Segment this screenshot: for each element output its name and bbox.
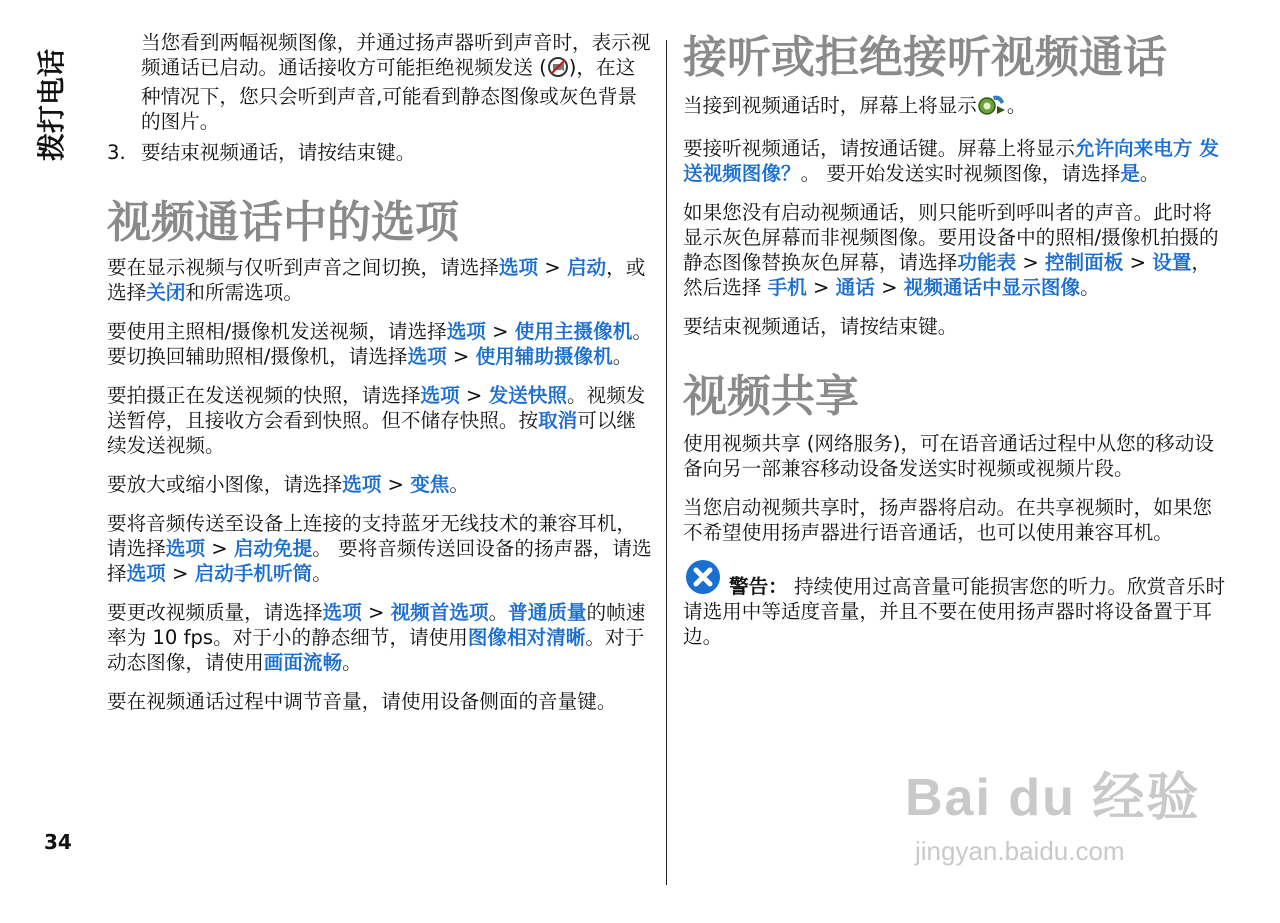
paragraph-video-sharing-intro: 使用视频共享 (网络服务)，可在语音通话过程中从您的移动设备向另一部兼容移动设备发送实时视频或视频片段。 (683, 432, 1214, 480)
paragraph-zoom: 要放大或缩小图像，请选择选项 > 变焦。 (107, 473, 469, 496)
link-enable-handsfree[interactable]: 启动免提 (233, 537, 313, 560)
link-use-main-camera[interactable]: 使用主摄像机 (514, 320, 633, 343)
paragraph-incoming-call: 当接到视频通话时，屏幕上将显示 。 (683, 92, 1228, 122)
paragraph-main-camera: 要使用主照相/摄像机发送视频，请选择选项 > 使用主摄像机。 要切换回辅助照相/摄像机，请选择选项 > 使用辅助摄像机。 (107, 320, 652, 368)
section-heading-video-sharing: 视频共享 (683, 371, 859, 422)
column-divider (666, 40, 667, 885)
left-column (107, 30, 652, 728)
warning-x-icon (683, 559, 725, 595)
link-show-image-in-video-call[interactable]: 视频通话中显示图像 (903, 276, 1081, 299)
page-number: 34 (44, 830, 72, 854)
link-menu[interactable]: 功能表 (957, 251, 1017, 274)
link-sharper-detail[interactable]: 图像相对清晰 (467, 626, 586, 649)
link-enable-handset[interactable]: 启动手机听筒 (194, 562, 313, 585)
right-column (683, 30, 1228, 663)
link-options[interactable]: 选项 (407, 345, 447, 368)
warning-paragraph: 警告： 持续使用过高音量可能损害您的听力。欣赏音乐时请选用中等适度音量，并且不要在使用扬声器时将设备置于耳边。 (683, 559, 1228, 649)
paragraph-switch-video: 要在显示视频与仅听到声音之间切换，请选择选项 > 启动，或选择关闭和所需选项。 (107, 256, 646, 304)
link-smoother-motion[interactable]: 画面流畅 (263, 651, 343, 674)
link-options[interactable]: 选项 (498, 256, 539, 279)
link-call[interactable]: 通话 (835, 276, 875, 299)
video-call-icon (977, 92, 1007, 122)
paragraph-video-quality: 要更改视频质量，请选择选项 > 视频首选项。普通质量的帧速率为 10 fps。对于小的静态细节，请使用图像相对清晰。对于动态图像，请使用画面流畅。 (107, 601, 646, 674)
link-video-preferences[interactable]: 视频首选项 (390, 601, 489, 624)
paragraph-bluetooth-audio: 要将音频传送至设备上连接的支持蓝牙无线技术的兼容耳机，请选择选项 > 启动免提。 要将音频传送回设备的扬声器，请选择选项 > 启动手机听筒。 (107, 512, 652, 585)
watermark-logo: Bai du 经验 (905, 769, 1201, 827)
link-options[interactable]: 选项 (420, 384, 460, 407)
link-normal-quality[interactable]: 普通质量 (508, 601, 587, 624)
link-zoom[interactable]: 变焦 (410, 473, 450, 496)
section-heading-answer-video-call: 接听或拒绝接听视频通话 (683, 32, 1167, 83)
link-enable[interactable]: 启动 (566, 256, 607, 279)
intro-paragraph: 当您看到两幅视频图像，并通过扬声器听到声音时，表示视频通话已启动。通话接收方可能拒绝视频发送 ( )，在这种情况下，您只会听到声音,可能看到静态图像或灰色背景的图片。 (141, 31, 651, 133)
warning-label: 警告： (729, 575, 788, 598)
link-phone[interactable]: 手机 (767, 276, 807, 299)
paragraph-gray-screen: 如果您没有启动视频通话，则只能听到呼叫者的声音。此时将显示灰色屏幕而非视频图像。要用设备中的照相/摄像机拍摄的静态图像替换灰色屏幕，请选择功能表 > 控制面板 > 设置，然后选择 手机 > 通话 > 视频通话中显示图像。 (683, 201, 1219, 299)
link-use-secondary-camera[interactable]: 使用辅助摄像机 (475, 345, 613, 368)
paragraph-end-call: 要结束视频通话，请按结束键。 (683, 315, 958, 338)
section-heading-call-options: 视频通话中的选项 (107, 197, 459, 248)
link-options[interactable]: 选项 (126, 562, 166, 585)
link-options[interactable]: 选项 (342, 473, 382, 496)
watermark-url: jingyan.baidu.com (915, 836, 1125, 866)
step-3: 3. 要结束视频通话，请按结束键。 (107, 141, 416, 164)
paragraph-video-sharing-speaker: 当您启动视频共享时，扬声器将启动。在共享视频时，如果您不希望使用扬声器进行语音通话，也可以使用兼容耳机。 (683, 496, 1213, 544)
camera-crossed-icon (547, 56, 569, 84)
chapter-side-title: 拨打电话 (35, 48, 69, 162)
link-yes[interactable]: 是 (1120, 162, 1140, 185)
paragraph-answer-call: 要接听视频通话，请按通话键。屏幕上将显示允许向来电方 发送视频图像？。 要开始发送实时视频图像，请选择是。 (683, 137, 1219, 185)
link-options[interactable]: 选项 (322, 601, 362, 624)
link-send-snapshot[interactable]: 发送快照 (488, 384, 567, 407)
link-cancel[interactable]: 取消 (538, 409, 578, 432)
link-disable[interactable]: 关闭 (146, 281, 186, 304)
link-settings[interactable]: 设置 (1152, 251, 1192, 274)
paragraph-snapshot: 要拍摄正在发送视频的快照，请选择选项 > 发送快照。视频发送暂停，且接收方会看到快照。但不储存快照。按取消可以继续发送视频。 (107, 384, 646, 457)
link-options[interactable]: 选项 (446, 320, 486, 343)
baidu-watermark (905, 755, 1205, 875)
link-allow-send-video[interactable]: 允许向来电方 发送视频图像？ (683, 137, 1219, 185)
link-control-panel[interactable]: 控制面板 (1044, 251, 1124, 274)
paragraph-volume: 要在视频通话过程中调节音量，请使用设备侧面的音量键。 (107, 690, 617, 713)
link-options[interactable]: 选项 (165, 537, 205, 560)
